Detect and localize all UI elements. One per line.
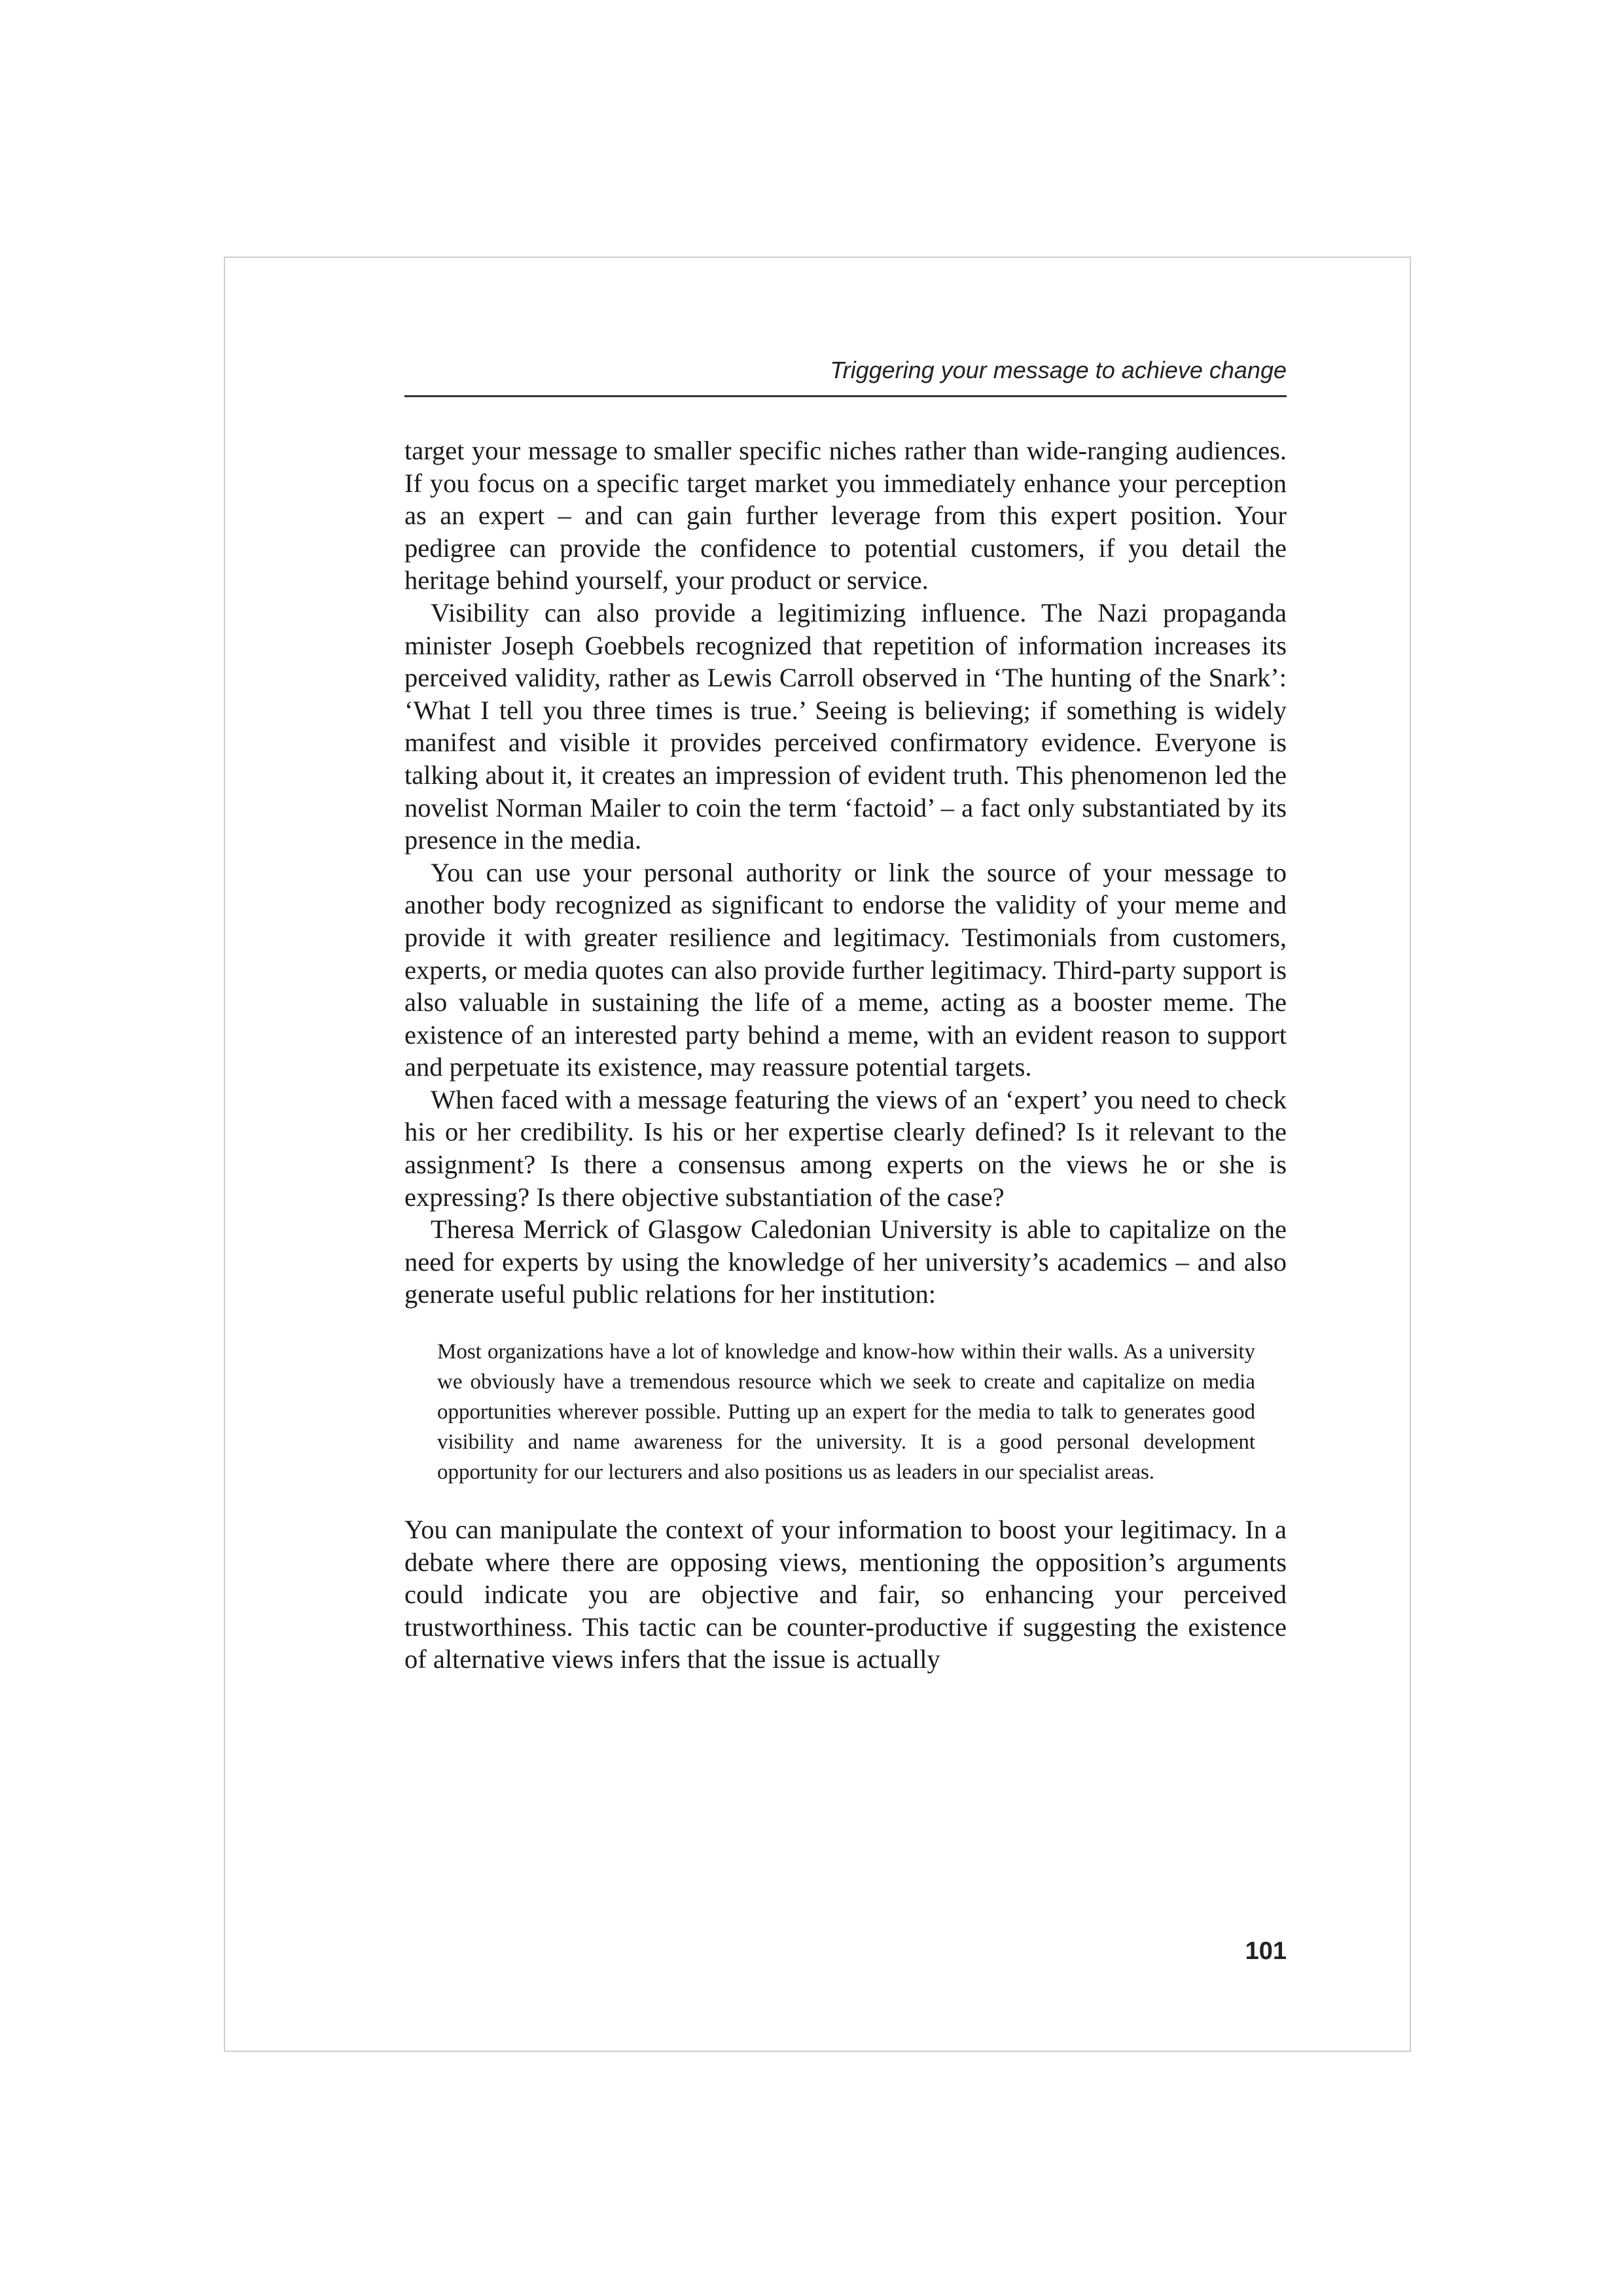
page-number: 101 (1245, 1937, 1287, 1965)
paragraph-6: You can manipulate the context of your information to boost your legitimacy. In a debate where there are opposing views, mentioning the opposition’s arguments could indicate you are objective and fair, so enhancing your perceived trustworthiness. This tactic can be counter-productive if suggesting the existence of alternative views infers that the issue is actually (404, 1515, 1287, 1674)
body-text (404, 434, 1287, 1676)
paragraph-3: You can use your personal authority or link the source of your message to another body recognized as significant to endorse the validity of your meme and provide it with greater resilience and legitimacy. Testimonials from customers, experts, or media quotes can also provide further legitimacy. Third-party support is also valuable in sustaining the life of a meme, acting as a booster meme. The existence of an interested party behind a meme, with an evident reason to support and perpetuate its existence, may reassure potential targets. (404, 857, 1287, 1082)
paragraph-1: target your message to smaller specific niches rather than wide-ranging audiences. If you focus on a specific target market you immediately enhance your perception as an expert – and can gain further leverage from this expert position. Your pedigree can provide the confidence to potential customers, if you detail the heritage behind yourself, your product or service. (404, 436, 1287, 595)
block-quote: Most organizations have a lot of knowledge and know-how within their walls. As a university we obviously have a tremendous resource which we seek to create and capitalize on media opportunities wherever possible. Putting up an expert for the media to talk to generates good visibility and name awareness for the university. It is a good personal development opportunity for our lecturers and also positions us as leaders in our specialist areas. (437, 1340, 1255, 1485)
paragraph-2: Visibility can also provide a legitimizing influence. The Nazi propaganda minister Joseph Goebbels recognized that repetition of information increases its perceived validity, rather as Lewis Carroll observed in ‘The hunting of the Snark’: ‘What I tell you three times is true.’ Seeing is believing; if something is widely manifest and visible it provides perceived confirmatory evidence. Everyone is talking about it, it creates an impression of evident truth. This phenomenon led the novelist Norman Mailer to coin the term ‘factoid’ – a fact only substantiated by its presence in the media. (404, 597, 1287, 855)
header-rule (404, 395, 1287, 397)
paragraph-5: Theresa Merrick of Glasgow Caledonian University is able to capitalize on the need for experts by using the knowledge of her university’s academics – and also generate useful public relations for her institution: (404, 1214, 1287, 1309)
paragraph-4: When faced with a message featuring the views of an ‘expert’ you need to check his or her credibility. Is his or her expertise clearly defined? Is it relevant to the assignment? Is there a consensus among experts on the views he or she is expressing? Is there objective substantiation of the case? (404, 1084, 1287, 1212)
running-head: Triggering your message to achieve change (830, 357, 1287, 383)
